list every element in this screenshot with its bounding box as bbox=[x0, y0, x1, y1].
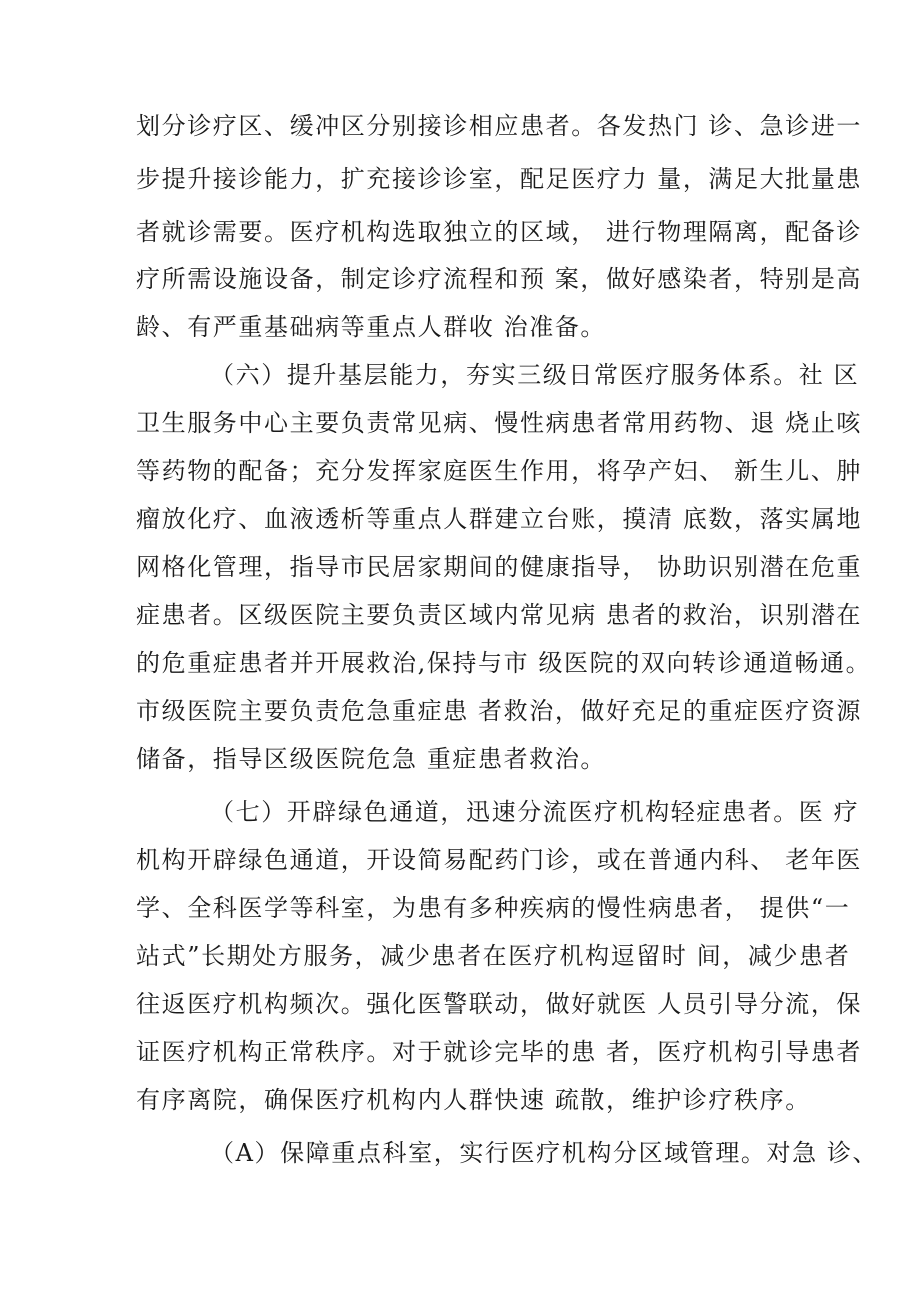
text-line: 站式”长期处方服务，减少患者在医疗机构逗留时 间，减少患者 bbox=[136, 942, 851, 970]
text-line: 市级医院主要负责危急重症患 者救治，做好充足的重症医疗资源 bbox=[136, 697, 863, 725]
section-heading-line: （六）提升基层能力，夯实三级日常医疗服务体系。社 区 bbox=[210, 361, 860, 389]
text-line: 症患者。区级医院主要负责区域内常见病 患者的救治，识别潜在 bbox=[136, 601, 863, 629]
text-line: 划分诊疗区、缓冲区分别接诊相应患者。各发热门 诊、急诊进一 bbox=[136, 112, 863, 140]
text-line: 学、全科医学等科室，为患有多种疾病的慢性病患者， 提供“一 bbox=[136, 894, 851, 922]
text-line: 疗所需设施设备，制定诊疗流程和预 案，做好感染者，特别是高 bbox=[136, 265, 863, 293]
text-line: 的危重症患者并开展救治,保持与市 级医院的双向转诊通道畅通。 bbox=[136, 649, 872, 677]
text-line: 者就诊需要。医疗机构选取独立的区域， 进行物理隔离，配备诊 bbox=[136, 218, 863, 246]
text-line: 机构开辟绿色通道，开设简易配药门诊，或在普通内科、 老年医 bbox=[136, 846, 863, 874]
text-line: 等药物的配备；充分发挥家庭医生作用，将孕产妇、 新生儿、肿 bbox=[136, 457, 863, 485]
text-line: 储备，指导区级医院危急 重症患者救治。 bbox=[136, 745, 607, 773]
text-line: 往返医疗机构频次。强化医警联动，做好就医 人员引导分流，保 bbox=[136, 990, 863, 1018]
text-line: 证医疗机构正常秩序。对于就诊完毕的患 者，医疗机构引导患者 bbox=[136, 1038, 863, 1066]
section-heading-line: （七）开辟绿色通道，迅速分流医疗机构轻症患者。医 疗 bbox=[210, 798, 860, 826]
text-line: 瘤放化疗、血液透析等重点人群建立台账，摸清 底数，落实属地 bbox=[136, 505, 863, 533]
text-line: 龄、有严重基础病等重点人群收 治准备。 bbox=[136, 313, 607, 341]
text-line: 卫生服务中心主要负责常见病、慢性病患者常用药物、退 烧止咳 bbox=[136, 409, 863, 437]
section-heading-line: （A）保障重点科室，实行医疗机构分区域管理。对急 诊、 bbox=[210, 1139, 879, 1167]
text-line: 有序离院，确保医疗机构内人群快速 疏散，维护诊疗秩序。 bbox=[136, 1086, 811, 1114]
text-line: 步提升接诊能力，扩充接诊诊室，配足医疗力 量，满足大批量患 bbox=[136, 165, 863, 193]
text-line: 网格化管理，指导市民居家期间的健康指导， 协助识别潜在危重 bbox=[136, 553, 863, 581]
